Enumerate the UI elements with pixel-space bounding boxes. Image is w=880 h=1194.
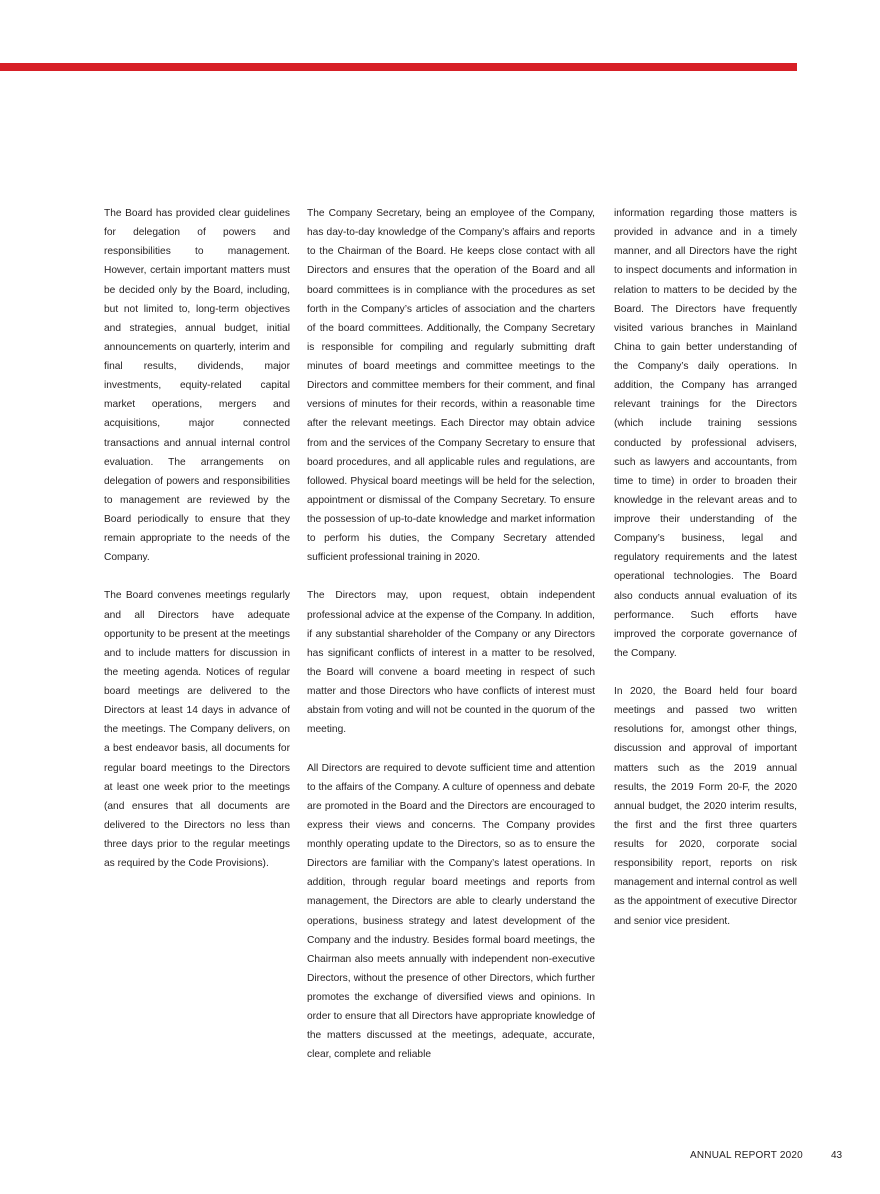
text-column-1 bbox=[104, 204, 290, 873]
top-accent-bar bbox=[0, 63, 797, 71]
paragraph: information regarding those matters is provided in advance and in a timely manner, and all Directors have the right to inspect documents and information in relation to matters to be decided by the Board. The Directors have frequently visited various branches in Mainland China to gain better understanding of the Company’s daily operations. In addition, the Company has arranged relevant trainings for the Directors (which include training sessions conducted by professional advisers, such as lawyers and accountants, from time to time) in order to broaden their knowledge in the relevant areas and to improve their understanding of the Company’s business, legal and regulatory requirements and the latest operational technologies. The Board also conducts annual evaluation of its performance. Such efforts have improved the corporate governance of the Company. bbox=[614, 208, 797, 659]
paragraph: In 2020, the Board held four board meetings and passed two written resolutions for, amongst other things, discussion and approval of important matters such as the 2019 annual results, the 2019 Form 20-F, the 2020 annual budget, the 2020 interim results, the first and the first three quarters results for 2020, corporate social responsibility report, reports on risk management and internal control as well as the appointment of executive Director and senior vice president. bbox=[614, 686, 797, 927]
text-column-3 bbox=[614, 204, 797, 931]
page-number: 43 bbox=[831, 1150, 843, 1161]
footer-report-label: ANNUAL REPORT 2020 bbox=[690, 1150, 803, 1161]
paragraph: The Company Secretary, being an employee of the Company, has day-to-day knowledge of the Company’s affairs and reports to the Chairman of the Board. He keeps close contact with all Directors and ensures that the operation of the Board and all board committees is in compliance with the procedures as set forth in the Company’s articles of association and the charters of the board committees. Additionally, the Company Secretary is responsible for compiling and regularly submitting draft minutes of board meetings and committee meetings to the Directors and committee members for their comment, and final versions of minutes for their records, within a reasonable time after the relevant meetings. Each Director may obtain advice from and the services of the Company Secretary to ensure that board procedures, and all applicable rules and regulations, are followed. Physical board meetings will be held for the selection, appointment or dismissal of the Company Secretary. To ensure the possession of up-to-date knowledge and market information to perform his duties, the Company Secretary attended sufficient professional training in 2020. bbox=[307, 208, 595, 564]
paragraph: The Board convenes meetings regularly and all Directors have adequate opportunity to be present at the meetings and to include matters for discussion in the meeting agenda. Notices of regular board meetings are delivered to the Directors at least 14 days in advance of the meetings. The Company delivers, on a best endeavor basis, all documents for regular board meetings to the Directors at least one week prior to the meetings (and ensures that all documents are delivered to the Directors no less than three days prior to the regular meetings as required by the Code Provisions). bbox=[104, 590, 290, 870]
paragraph: The Directors may, upon request, obtain independent professional advice at the expense of the Company. In addition, if any substantial shareholder of the Company or any Directors has significant conflicts of interest in a matter to be resolved, the Board will convene a board meeting in respect of such matter and those Directors who have conflicts of interest must abstain from voting and will not be counted in the quorum of the meeting. bbox=[307, 590, 595, 736]
paragraph: All Directors are required to devote sufficient time and attention to the affairs of the Company. A culture of openness and debate are promoted in the Board and the Directors are encouraged to express their views and concerns. The Company provides monthly operating update to the Directors, so as to ensure the Directors are familiar with the Company’s latest operations. In addition, through regular board meetings and reports from management, the Directors are able to clearly understand the operations, business strategy and latest development of the Company and the industry. Besides formal board meetings, the Chairman also meets annually with independent non-executive Directors, without the presence of other Directors, which further promotes the exchange of diversified views and opinions. In order to ensure that all Directors have appropriate knowledge of the matters discussed at the meetings, adequate, accurate, clear, complete and reliable bbox=[307, 762, 595, 1061]
paragraph: The Board has provided clear guidelines for delegation of powers and responsibilities to management. However, certain important matters must be decided only by the Board, including, but not limited to, long-term objectives and strategies, annual budget, initial announcements on quarterly, interim and final results, dividends, major investments, equity-related capital market operations, mergers and acquisitions, major connected transactions and annual internal control evaluation. The arrangements on delegation of powers and responsibilities to management are reviewed by the Board periodically to ensure that they remain appropriate to the needs of the Company. bbox=[104, 208, 290, 564]
text-column-2 bbox=[307, 204, 595, 1065]
